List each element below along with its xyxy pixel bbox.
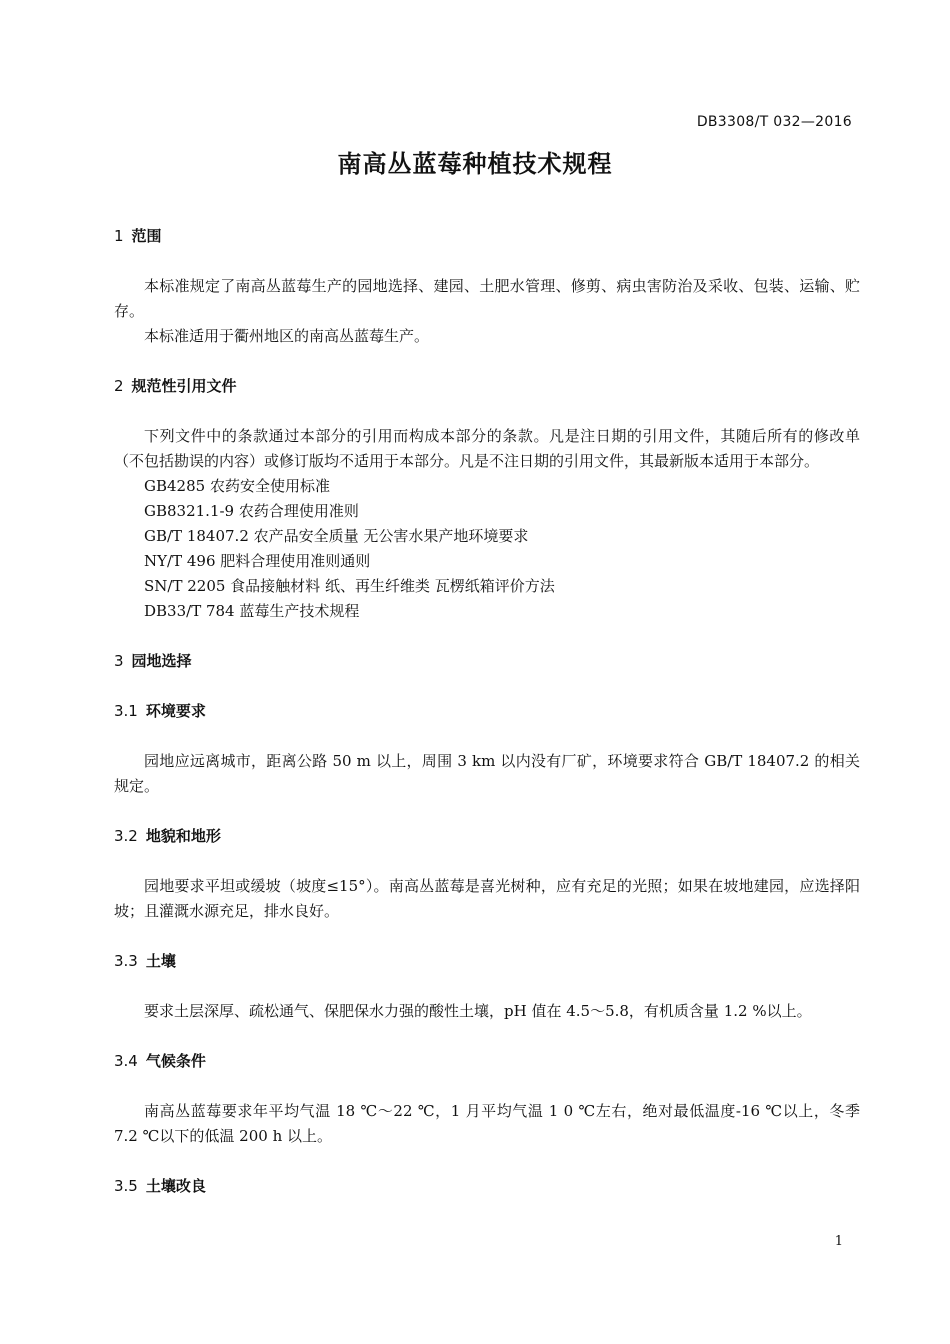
- reference-item: GB4285 农药安全使用标准: [144, 477, 330, 495]
- standard-code: DB3308/T 032—2016: [696, 114, 852, 130]
- paragraph: 本标准规定了南高丛蓝莓生产的园地选择、建园、土肥水管理、修剪、病虫害防治及采收、包装、运输、贮存。: [114, 277, 860, 320]
- subsection-heading-3-4: 3.4 气候条件: [114, 1052, 206, 1070]
- reference-item: DB33/T 784 蓝莓生产技术规程: [144, 602, 360, 620]
- reference-item: SN/T 2205 食品接触材料 纸、再生纤维类 瓦楞纸箱评价方法: [144, 577, 555, 595]
- reference-item: NY/T 496 肥料合理使用准则通则: [144, 552, 371, 570]
- paragraph: 下列文件中的条款通过本部分的引用而构成本部分的条款。凡是注日期的引用文件，其随后所有的修改单（不包括勘误的内容）或修订版均不适用于本部分。凡是不注日期的引用文件，其最新版本适用于本部分。: [114, 427, 860, 470]
- page-number: 1: [834, 1234, 843, 1249]
- paragraph: 南高丛蓝莓要求年平均气温 18 ℃～22 ℃，1 月平均气温 1 0 ℃左右，绝对最低温度-16 ℃以上，冬季 7.2 ℃以下的低温 200 h 以上。: [114, 1102, 860, 1145]
- document-title: 南高丛蓝莓种植技术规程: [337, 150, 613, 178]
- paragraph: 园地应远离城市，距离公路 50 m 以上，周围 3 km 以内没有厂矿，环境要求符合 GB/T 18407.2 的相关规定。: [114, 752, 860, 795]
- subsection-heading-3-3: 3.3 土壤: [114, 952, 176, 970]
- reference-item: GB8321.1-9 农药合理使用准则: [144, 502, 359, 520]
- section-heading-1: 1 范围: [114, 227, 162, 245]
- document-body: [114, 224, 860, 1199]
- reference-item: GB/T 18407.2 农产品安全质量 无公害水果产地环境要求: [144, 527, 529, 545]
- section-heading-3: 3 园地选择: [114, 652, 192, 670]
- section-heading-2: 2 规范性引用文件: [114, 377, 237, 395]
- paragraph: 要求土层深厚、疏松通气、保肥保水力强的酸性土壤，pH 值在 4.5～5.8，有机质含量 1.2 %以上。: [144, 1002, 812, 1020]
- subsection-heading-3-2: 3.2 地貌和地形: [114, 827, 221, 845]
- subsection-heading-3-1: 3.1 环境要求: [114, 702, 206, 720]
- paragraph: 园地要求平坦或缓坡（坡度≤15°）。南高丛蓝莓是喜光树种，应有充足的光照；如果在坡地建园，应选择阳坡；且灌溉水源充足，排水良好。: [114, 877, 860, 920]
- subsection-heading-3-5: 3.5 土壤改良: [114, 1177, 206, 1195]
- paragraph: 本标准适用于衢州地区的南高丛蓝莓生产。: [144, 327, 430, 345]
